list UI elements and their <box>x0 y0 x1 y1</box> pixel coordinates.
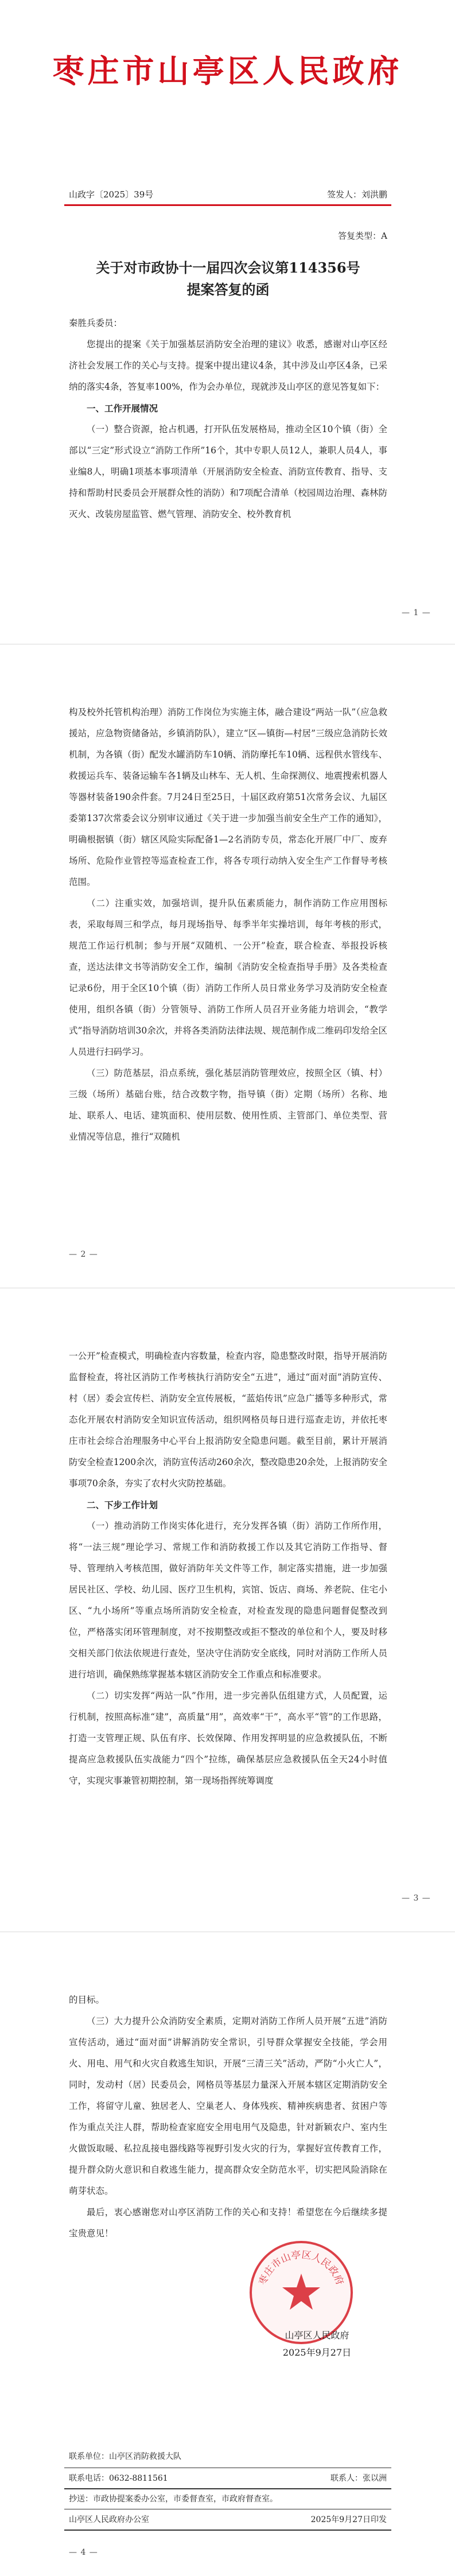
document-masthead: 枣庄市山亭区人民政府 <box>52 52 403 90</box>
page-1 <box>0 0 455 644</box>
page-3 <box>0 1288 455 1932</box>
footer-rule <box>64 2530 391 2531</box>
signer: 签发人：刘洪鹏 <box>326 189 387 200</box>
section-heading: 二、下步工作计划 <box>87 1499 158 1510</box>
paragraph: 的目标。 <box>69 1995 105 2005</box>
salutation: 秦胜兵委员： <box>69 318 123 328</box>
page-number: — 1 — <box>402 608 431 617</box>
paragraph: （二）切实发挥“两站一队”作用，进一步完善队伍组建方式，人员配置，运行机制，按照高标准“建”，高质量“用”，高效率“干”，高水平“管”的工作思路，打造一支管理正规、队伍有序、长效保障、作用发挥明显的应急救援队伍，不断提高应急救援队伍实战能力“四个”拉练，确保基层应急救援队伍全天24小时值守，实现灾事兼管初期控制，第一现场指挥统筹调度 <box>69 1691 387 1786</box>
paragraph: 您提出的提案《关于加强基层消防安全治理的建议》收悉，感谢对山亭区经济社会发展工作的关心与支持。提案中提出建议4条，其中涉及山亭区4条，已采纳的落实4条，答复率100%，作为会办单位，现就涉及山亭区的意见答复如下： <box>69 339 387 392</box>
red-separator-line <box>64 204 391 206</box>
document-number: 山政字〔2025〕39号 <box>69 189 154 200</box>
page-4-body <box>69 1990 387 2244</box>
contact-phone: 联系电话：0632-8811561 <box>69 2474 168 2483</box>
issuing-office: 山亭区人民政府办公室 <box>69 2515 149 2524</box>
paragraph: （一）整合资源，抢占机遇，打开队伍发展格局，推动全区10个镇（街）全部以“三定”形式设立“消防工作所”16个，其中专职人员12人，兼职人员4人，事业编8人，明确1项基本事项清单（开展消防安全检查、消防宣传教育、指导、支持和帮助村民委员会开展群众性的消防）和7项配合清单（校园周边治理、森林防灭火、改装房屋监管、燃气管理、消防安全、校外教育机 <box>69 424 387 519</box>
page-number: — 3 — <box>402 1894 431 1903</box>
signing-organization: 山亭区人民政府 <box>285 2330 349 2341</box>
document-title <box>69 257 387 301</box>
reply-level: 答复类型：A <box>338 231 387 241</box>
contact-unit: 联系单位：山亭区消防救援大队 <box>69 2452 181 2461</box>
paragraph: 最后，衷心感谢您对山亭区消防工作的关心和支持！希望您在今后继续多提宝贵意见！ <box>69 2207 387 2239</box>
contact-person: 联系人：张以洲 <box>330 2474 387 2483</box>
paragraph: （三）防范基层，沿点系统，强化基层消防管理效应，按照全区（镇、村）三级（场所）基础台账，结合改数字物，指导镇（街）定期（场所）名称、地址、联系人、电话、建筑面积、使用层数、使用性质、主管部门、单位类型、营业情况等信息，推行“双随机 <box>69 1068 387 1142</box>
page-2-body <box>69 702 387 1148</box>
cc-line: 抄送：市政协提案委办公室，市委督查室，市政府督查室。 <box>69 2495 278 2504</box>
title-line-2: 提案答复的函 <box>186 281 270 298</box>
document-footer <box>64 2450 391 2536</box>
page-number: — 4 — <box>69 2548 98 2557</box>
page-number: — 2 — <box>69 1250 98 1259</box>
paragraph: （二）注重实效，加强培训，提升队伍素质能力，制作消防工作应用图标表，采取每周三和学点，每月现场指导、每季半年实操培训，每年考核的形式，规范工作运行机制；参与开展“双随机、一公开”检查，联合检查、举报投诉核查，送达法律文书等消防安全工作，编制《消防安全检查指导手册》及各类检查记录6份，用于全区10个镇（街）消防工作所人员日常业务学习及消防安全检查使用，组织各镇（街）分管领导、消防工作所人员召开业务能力培训会，“教学式”指导消防培训30余次，并将各类消防法律法规、规范制作成二维码印发给全区人员进行扫码学习。 <box>69 898 387 1057</box>
seal-text: 枣庄市山亭区人民政府 <box>256 2249 346 2287</box>
paragraph: （三）大力提升公众消防安全素质，定期对消防工作所人员开展“五进”消防宣传活动，通过“面对面”讲解消防安全常识，引导群众掌握安全技能，学会用火、用电、用气和火灾自救逃生知识，开展“三清三关”活动，严防“小火亡人”，同时，发动村（居）民委员会，网格员等基层力量深入开展本辖区定期消防安全工作，将留守儿童、独居老人、空巢老人、身体残疾、精神疾病患者、贫困户等作为重点关注人群，帮助检查家庭安全用电用气及隐患，针对新颖农户、室内生火做饭取暖、私拉乱接电器线路等视野引发火灾的行为，掌握好宣传教育工作，提升群众防火意识和自救逃生能力，提高群众安全防范水平，切实把风险消除在萌芽状态。 <box>69 2016 387 2196</box>
page-1-body <box>69 313 387 525</box>
paragraph: 一公开”检查模式，明确检查内容数量，检查内容，隐患整改时限，指导开展消防监督检查，将社区消防工作考核执行消防安全“五进”，通过“面对面”消防宣传、村（居）委会宣传栏、消防安全宣传展板，“蓝焰传讯”应急广播等多种形式，常态化开展农村消防安全知识宣传活动，组织网格员每日进行巡查走访，并依托枣庄市社会综合治理服务中心平台上报消防安全隐患问题。截至目前，累计开展消防安全检查1200余次，消防宣传活动260余次，整改隐患20余处，上报消防安全事项70余条，夯实了农村火灾防控基础。 <box>69 1351 387 1489</box>
section-heading: 一、工作开展情况 <box>87 403 158 414</box>
page-3-body <box>69 1346 387 1792</box>
footer-rule <box>64 2488 391 2489</box>
signature-block <box>247 2327 387 2361</box>
print-date: 2025年9月27日印发 <box>310 2515 387 2524</box>
issuer-row <box>69 2513 387 2525</box>
signing-date: 2025年9月27日 <box>282 2347 352 2358</box>
paragraph: 构及校外托管机构治理）消防工作岗位为实施主体，融合建设“两站一队”（应急救援站，应急物资储备站，乡镇消防队），建立“区—镇街—村居”三级应急消防长效机制，为各镇（街）配发水罐消防车10辆、消防摩托车10辆、远程供水管线车、救援运兵车、装备运输车各1辆及山林车、无人机、生命探测仪、地震搜索机器人等器材装备190余件套。7月24日至25日，十届区政府第51次常务会议、九届区委第137次常委会议分别审议通过《关于进一步加强当前安全生产工作的通知》，明确根据镇（街）辖区风险实际配备1—2名消防专员，常态化开展厂中厂、废弃场所、危险作业管控等巡查检查工作，将各专项行动纳入安全生产工作督导考核范围。 <box>69 707 387 887</box>
paragraph: （一）推动消防工作岗实体化进行，充分发挥各镇（街）消防工作所作用，将“一法三规”理论学习、常规工作和消防救援工作以及其它消防工作指导、督导、管理纳入考核范围，做好消防年关文件等工作，制定落实措施，进一步加强居民社区、学校、幼儿园、医疗卫生机构，宾馆、饭店、商场、养老院、住宅小区、“九小场所”等重点场所消防安全检查，对检查发现的隐患问题督促整改到位，严格落实闭环管理制度，对不按期整改或拒不整改的单位和个人，要及时移交相关部门依法依规进行查处，坚决守住消防安全底线，同时对消防工作所人员进行培训，确保熟练掌握基本辖区消防安全工作重点和标准要求。 <box>69 1521 387 1680</box>
page-2 <box>0 644 455 1288</box>
contact-row <box>69 2472 387 2484</box>
title-line-1: 关于对市政协十一届四次会议第114356号 <box>96 259 360 276</box>
